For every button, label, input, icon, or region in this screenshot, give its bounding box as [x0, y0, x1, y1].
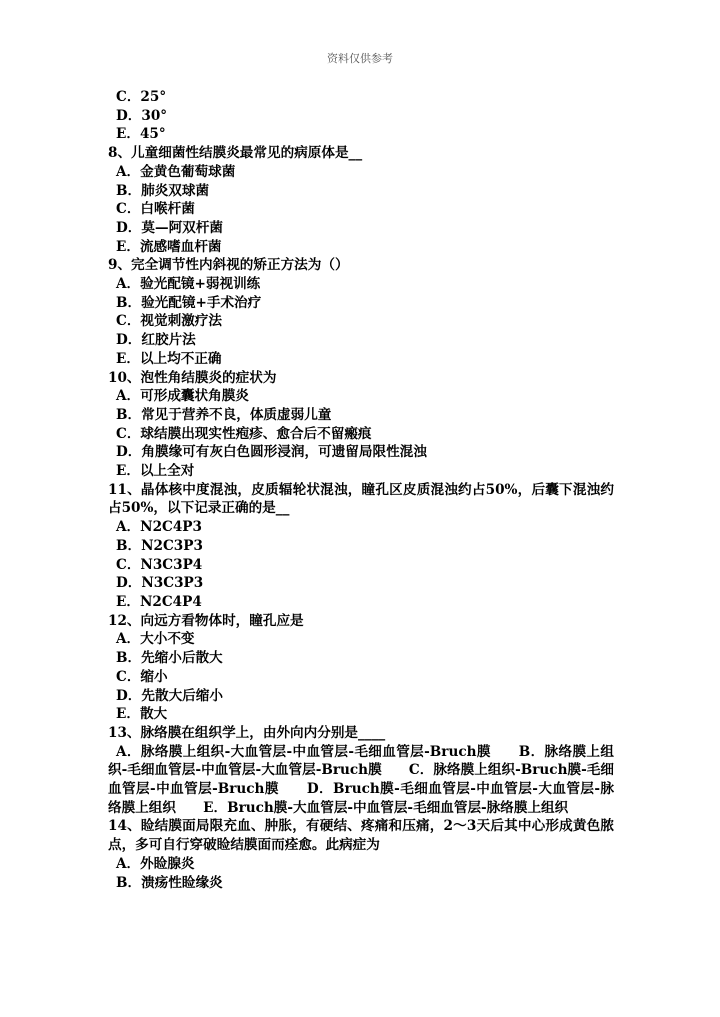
question-line: 9、完全调节性内斜视的矫正方法为（）: [108, 257, 349, 274]
option-line: E．散大: [116, 706, 168, 723]
option-line: D．红胶片法: [116, 332, 196, 349]
question-paragraph: 14、睑结膜面局限充血、肿胀，有硬结、疼痛和压痛，2～3天后其中心形成黄色脓点，多可自行穿破睑结膜面而痊愈。此病症为: [108, 818, 614, 854]
option-line: B．N2C3P3: [116, 537, 203, 554]
option-line: C．缩小: [116, 668, 168, 685]
option-line: A．可形成囊状角膜炎: [116, 388, 249, 405]
question-line: 10、泡性角结膜炎的症状为: [108, 369, 277, 386]
option-line: B．先缩小后散大: [116, 650, 223, 667]
option-line: B．肺炎双球菌: [116, 182, 210, 199]
option-line: D．莫—阿双杆菌: [116, 219, 223, 236]
options-paragraph: A．脉络膜上组织-大血管层-中血管层-毛细血管层-Bruch膜 B．脉络膜上组织-毛细血管层-中血管层-大血管层-Bruch膜 C．脉络膜上组织-Bruch膜-毛细血管层-中血管层-Bruch膜 D．Bruch膜-毛细血管层-中血管层-大血管层-脉络膜上组织 E．Bruch膜-大血管层-中血管层-毛细血管层-脉络膜上组织: [108, 743, 614, 816]
option-line: A．验光配镜+弱视训练: [116, 276, 261, 293]
option-line: E．以上均不正确: [116, 350, 222, 367]
option-line: E．N2C4P4: [116, 593, 202, 610]
option-line: D．角膜缘可有灰白色圆形浸润，可遗留局限性混浊: [116, 444, 427, 461]
question-line: 8、儿童细菌性结膜炎最常见的病原体是__: [108, 145, 363, 162]
option-line: A．金黄色葡萄球菌: [116, 163, 236, 180]
option-line: D．N3C3P3: [116, 575, 204, 592]
option-line: A．外睑腺炎: [116, 855, 195, 872]
option-line: E．45°: [116, 126, 166, 143]
option-line: C．白喉杆菌: [116, 201, 195, 218]
option-line: E．以上全对: [116, 463, 195, 480]
option-line: A．N2C4P3: [116, 519, 202, 536]
option-line: C．视觉刺激疗法: [116, 313, 222, 330]
option-line: B．常见于营养不良，体质虚弱儿童: [116, 406, 332, 423]
option-line: B．验光配镜+手术治疗: [116, 294, 262, 311]
option-line: C．球结膜出现实性疱疹、愈合后不留瘢痕: [116, 425, 372, 442]
question-paragraph: 11、晶体核中度混浊，皮质辐轮状混浊，瞳孔区皮质混浊约占50%，后囊下混浊约占50%，以下记录正确的是__: [108, 481, 614, 517]
page-header: 资料仅供参考: [327, 52, 393, 65]
document-body: [108, 88, 614, 892]
option-line: A．大小不变: [116, 631, 195, 648]
option-line: D．先散大后缩小: [116, 687, 223, 704]
option-line: D．30°: [116, 107, 168, 124]
option-line: C．25°: [116, 89, 167, 105]
option-line: C．N3C3P4: [116, 556, 203, 573]
question-line: 13、脉络膜在组织学上，由外向内分别是____: [108, 724, 386, 741]
question-line: 12、向远方看物体时，瞳孔应是: [108, 612, 304, 629]
option-line: E．流感嗜血杆菌: [116, 238, 222, 255]
option-line: B．溃疡性睑缘炎: [116, 874, 223, 891]
